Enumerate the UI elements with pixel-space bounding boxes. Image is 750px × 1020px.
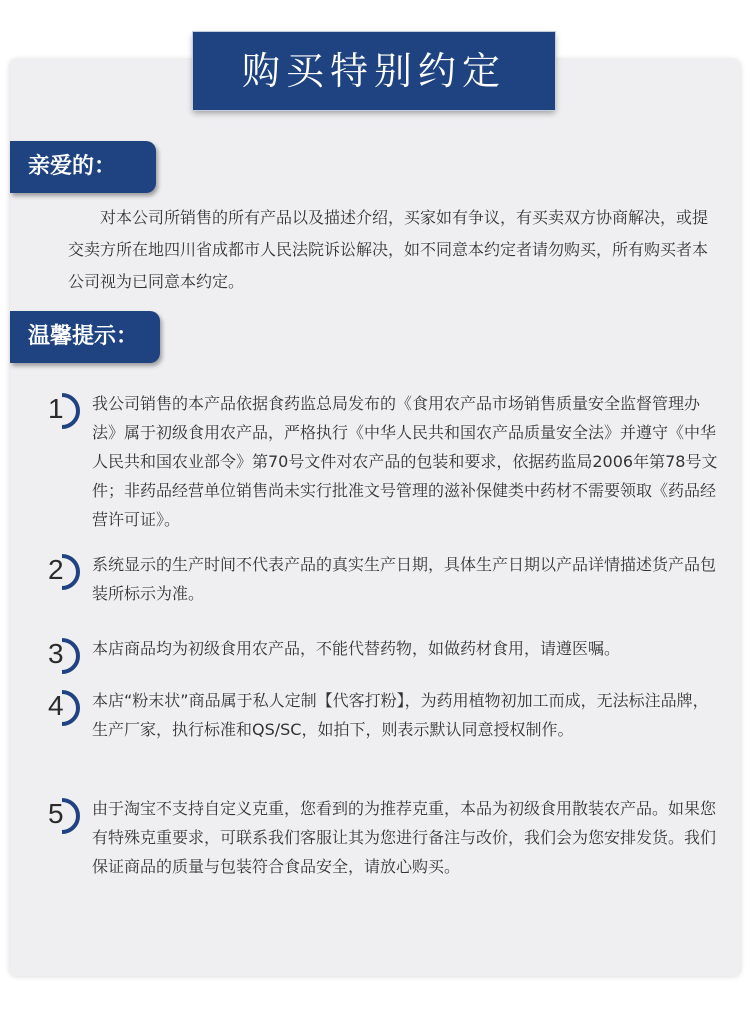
number-badge-1: 1 [48, 391, 88, 431]
tip-text-4: 本店“粉末状”商品属于私人定制【代客打粉】，为药用植物初加工而成，无法标注品牌，生产厂家，执行标准和QS/SC，如拍下，则表示默认同意授权制作。 [92, 691, 709, 739]
tip-item-1 [48, 395, 728, 534]
tip-text-3: 本店商品均为初级食用农产品，不能代替药物，如做药材食用，请遵医嘱。 [92, 639, 621, 658]
agreement-paragraph: 对本公司所销售的所有产品以及描述介绍，买家如有争议，有买卖双方协商解决，或提交卖方所在地四川省成都市人民法院诉讼解决，如不同意本约定者请勿购买，所有购买者本公司视为已同意本约定。 [68, 208, 709, 291]
tip-text-2: 系统显示的生产时间不代表产品的真实生产日期，具体生产日期以产品详情描述货产品包装所标示为准。 [92, 555, 717, 603]
number-badge-5: 5 [48, 796, 88, 836]
tip-item-3 [48, 640, 728, 676]
tip-item-2 [48, 556, 728, 608]
number-badge-3: 3 [48, 636, 88, 676]
tip-text-1: 我公司销售的本产品依据食药监总局发布的《食用农产品市场销售质量安全监督管理办法》属于初级食用农产品，严格执行《中华人民共和国农产品质量安全法》并遵守《中华人民共和国农业部令》第70号文件对农产品的包装和要求，依据药监局2006年第78号文件；非药品经营单位销售尚未实行批准文号管理的滋补保健类中药材不需要领取《药品经营许可证》。 [92, 394, 718, 529]
section-heading-dear: 亲爱的： [10, 141, 156, 193]
number-badge-4: 4 [48, 688, 88, 728]
tip-item-4 [48, 692, 728, 744]
number-badge-2: 2 [48, 552, 88, 592]
tip-text-5: 由于淘宝不支持自定义克重，您看到的为推荐克重，本品为初级食用散装农产品。如果您有特殊克重要求，可联系我们客服让其为您进行备注与改价，我们会为您安排发货。我们保证商品的质量与包装符合食品安全，请放心购买。 [92, 799, 717, 876]
page-title: 购买特别约定 [193, 32, 555, 110]
tip-item-5 [48, 800, 728, 881]
section-heading-tips: 温馨提示： [10, 311, 160, 363]
